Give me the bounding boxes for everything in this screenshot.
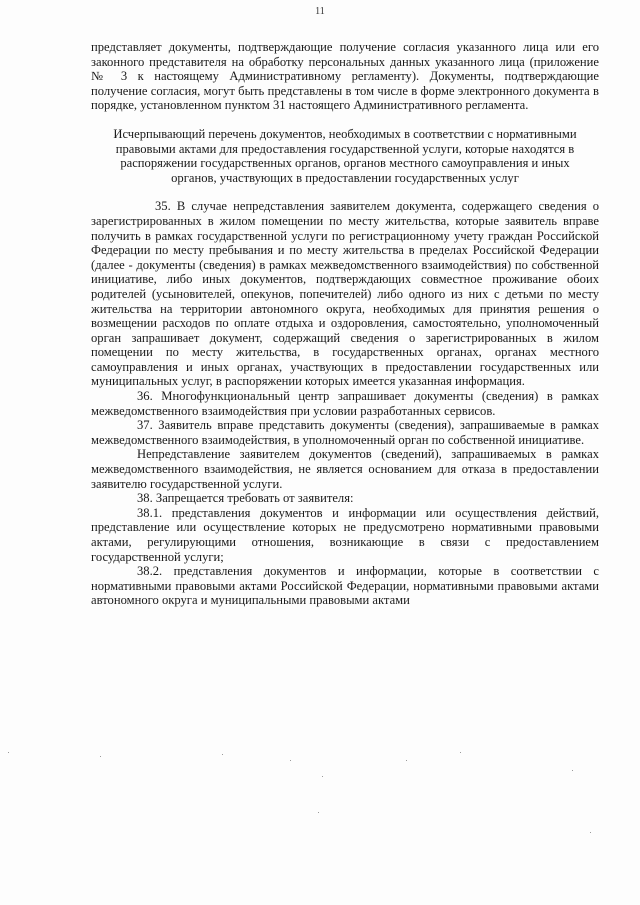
document-body xyxy=(91,40,599,608)
scan-speck xyxy=(572,770,573,771)
scan-speck xyxy=(322,776,323,777)
scan-speck xyxy=(590,832,591,833)
scan-speck xyxy=(406,760,407,761)
scan-speck xyxy=(460,752,461,753)
paragraph-37: 37. Заявитель вправе представить документы (сведения), запрашиваемые в рамках межведомственного взаимодействия, в уполномоченный орган по собственной инициативе. xyxy=(91,418,599,447)
paragraph-non-submission: Непредставление заявителем документов (сведений), запрашиваемых в рамках межведомственного взаимодействия, не является основанием для отказа в предоставлении заявителю государственной услуги. xyxy=(91,447,599,491)
paragraph-consent-continued: представляет документы, подтверждающие получение согласия указанного лица или его законного представителя на обработку персональных данных указанного лица (приложение № 3 к настоящему Административному регламенту). Документы, подтверждающие получение согласия, могут быть представлены в том числе в форме электронного документа в порядке, установленном пунктом 31 настоящего Административного регламента. xyxy=(91,40,599,113)
scan-speck xyxy=(8,752,9,753)
page-number: 11 xyxy=(315,6,325,17)
paragraph-38: 38. Запрещается требовать от заявителя: xyxy=(137,491,354,506)
scan-speck xyxy=(290,760,291,761)
paragraph-38-2: 38.2. представления документов и информации, которые в соответствии с нормативными правовыми актами Российской Федерации, нормативными правовыми актами автономного округа и муниципальными правовыми актами xyxy=(91,564,599,608)
scan-speck xyxy=(318,812,319,813)
scan-speck xyxy=(100,756,101,757)
paragraph-35: 35. В случае непредставления заявителем документа, содержащего сведения о зарегистрированных в жилом помещении по месту жительства, которые заявитель вправе получить в рамках государственной услуги по регистрационному учету граждан Российской Федерации по месту пребывания и по месту жительства в пределах Российской Федерации (далее - документы (сведения) в рамках межведомственного взаимодействия) по собственной инициативе, либо иных документов, подтверждающих совместное проживание обоих родителей (усыновителей, опекунов, попечителей) либо одного из них с детьми по месту жительства на территории автономного округа, необходимых для принятия решения о возмещении расходов по оплате отдыха и оздоровления, самостоятельно, уполномоченный орган запрашивает документ, содержащий сведения о зарегистрированных в жилом помещении по месту жительства, в государственных органах, органах местного самоуправления и иных органах, участвующих в предоставлении государственных или муниципальных услуг, в распоряжении которых имеется указанная информация. xyxy=(91,199,599,389)
paragraph-36: 36. Многофункциональный центр запрашивает документы (сведения) в рамках межведомственного взаимодействия при условии разработанных сервисов. xyxy=(91,389,599,418)
section-heading: Исчерпывающий перечень документов, необходимых в соответствии с нормативными правовыми актами для предоставления государственной услуги, которые находятся в распоряжении государственных органов, органов местного самоуправления и иных органов, участвующих в предоставлении государственных услуг xyxy=(113,126,577,185)
paragraph-38-1: 38.1. представления документов и информации или осуществления действий, представление или осуществление которых не предусмотрено нормативными правовыми актами, регулирующими отношения, возникающие в связи с предоставлением государственной услуги; xyxy=(91,505,599,564)
scan-speck xyxy=(222,754,223,755)
